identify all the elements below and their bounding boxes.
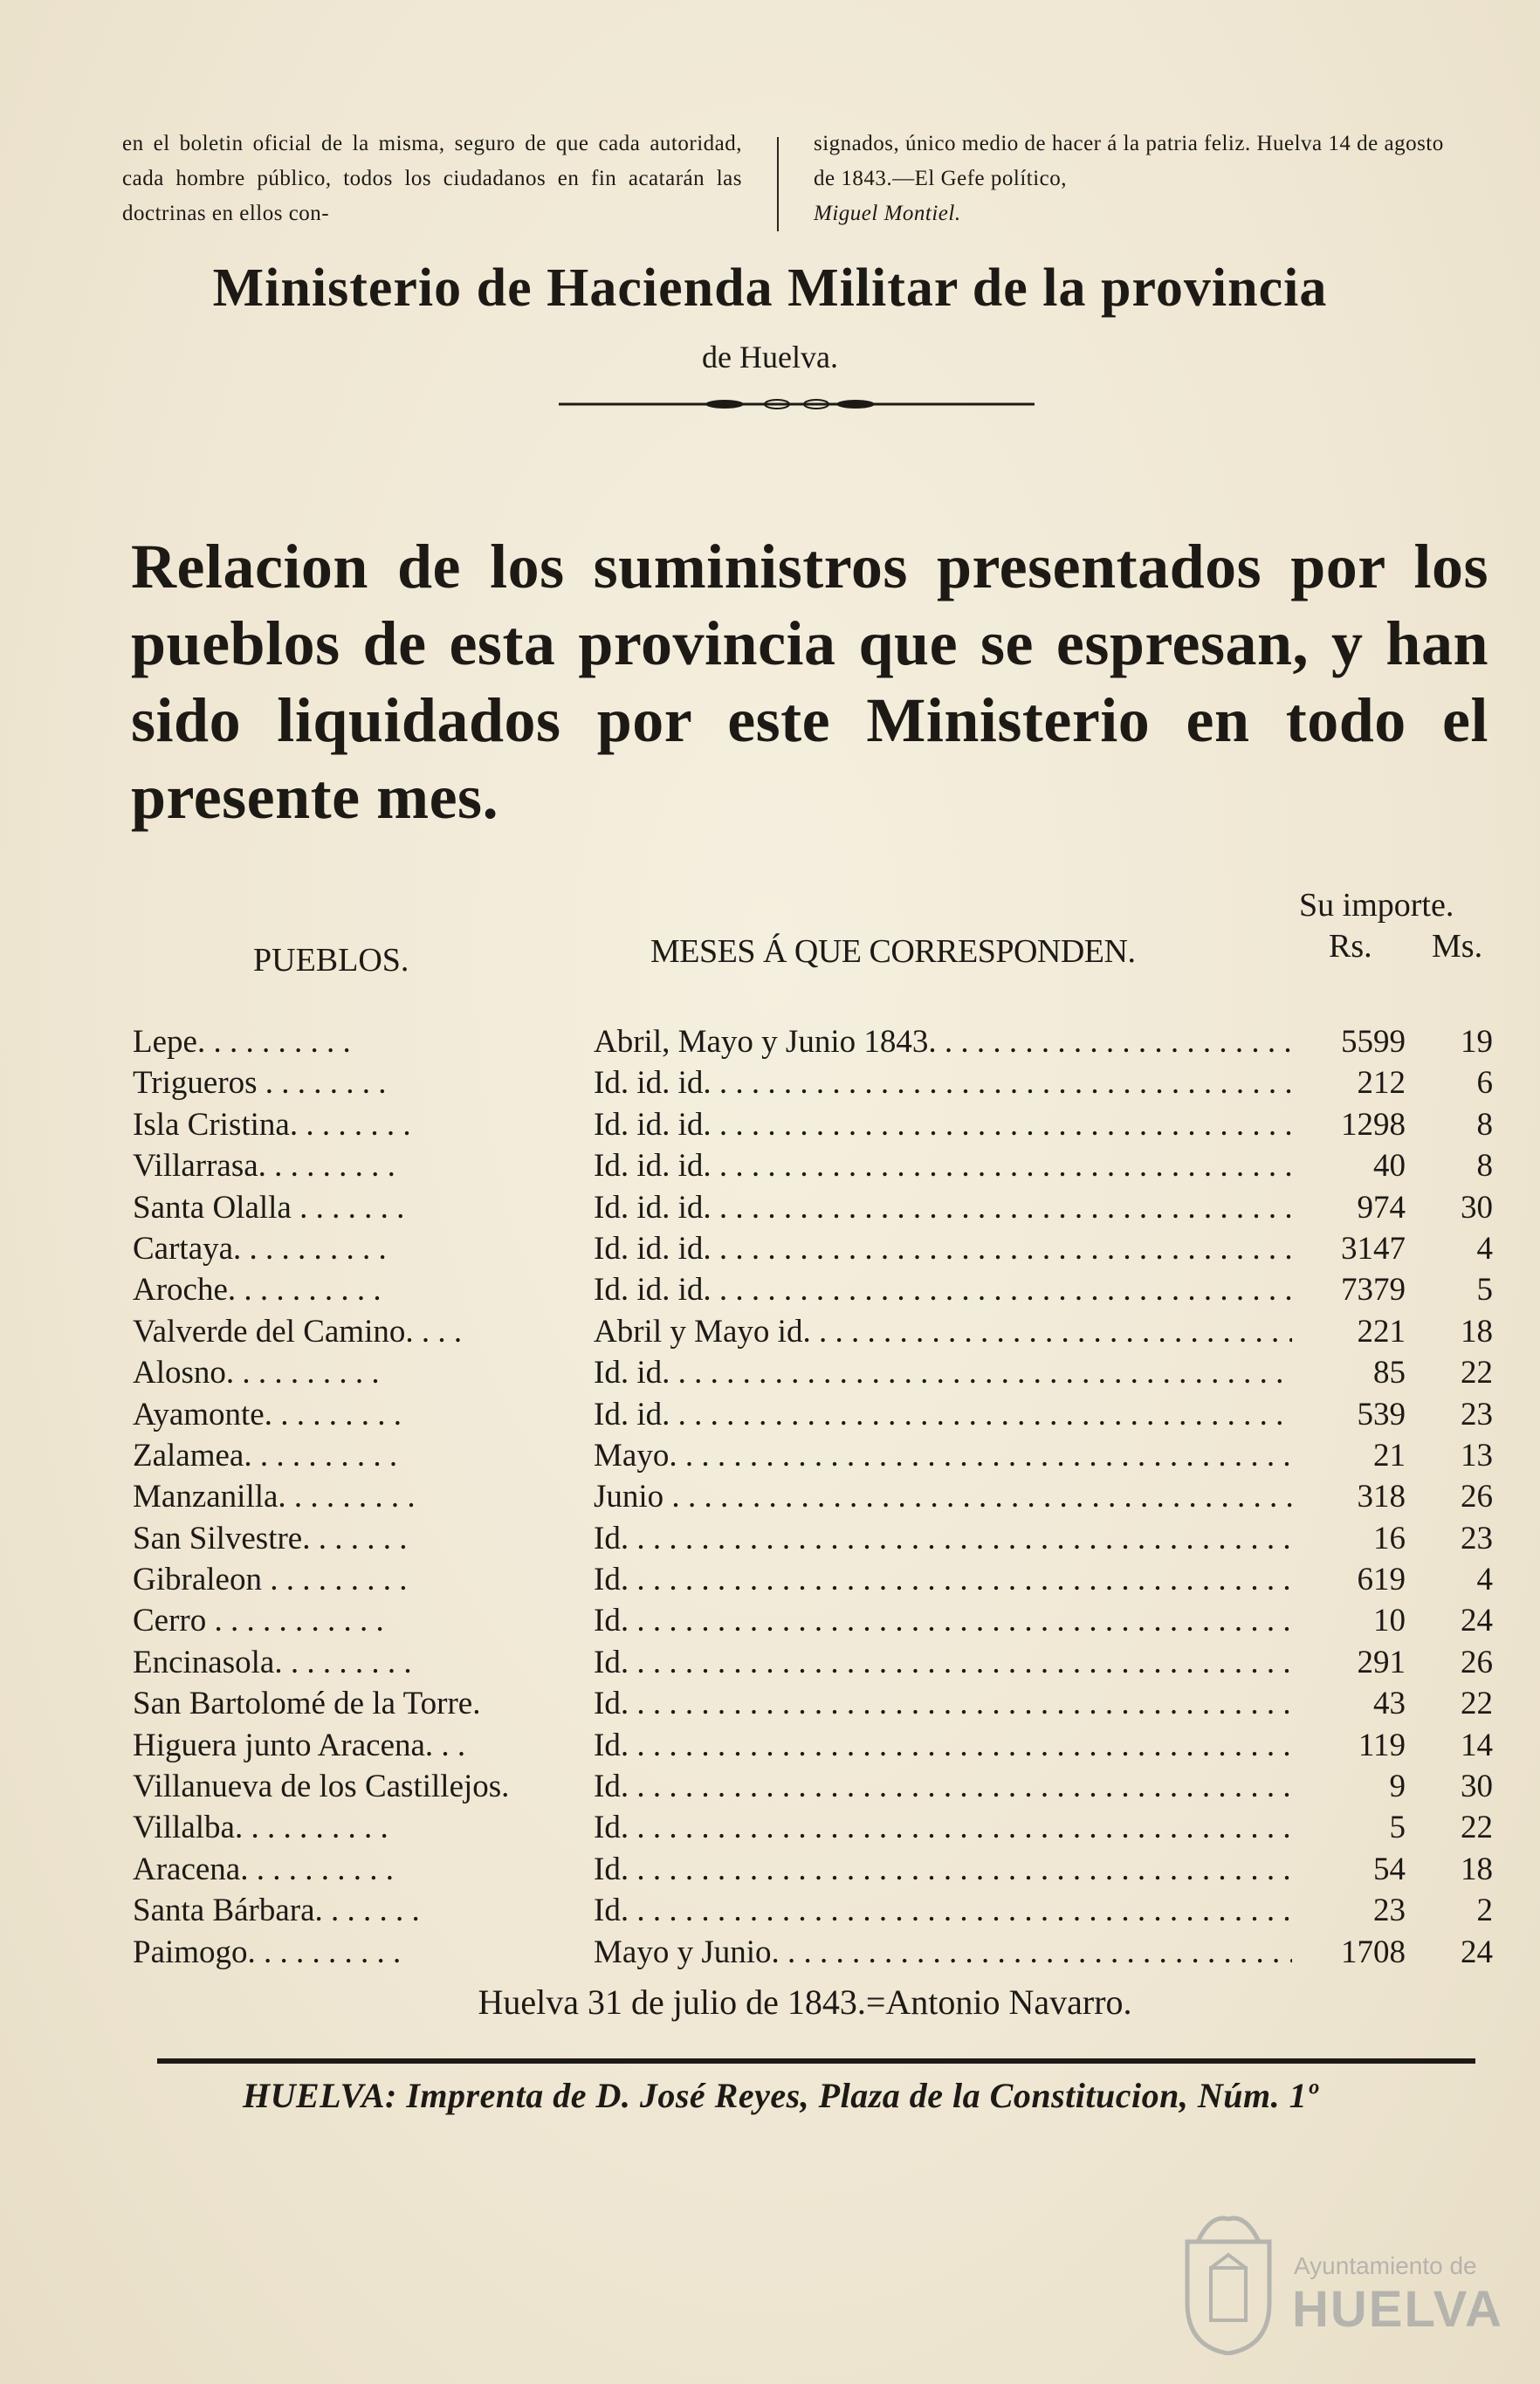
town-name: Santa Olalla . . . . . . . (133, 1189, 405, 1226)
months-cell: Mayo y Junio. . . . (594, 1934, 1292, 1971)
town-name: Higuera junto Aracena. . . (133, 1727, 466, 1763)
town-name: Isla Cristina. . . . . . . . (133, 1106, 411, 1143)
table-row (0, 1561, 1540, 1602)
maravedis-value: 18 (1461, 1851, 1493, 1887)
reales-value: 5599 (1341, 1024, 1406, 1060)
maravedis-value: 18 (1461, 1313, 1493, 1350)
months-cell: Id. . . . (594, 1851, 1292, 1888)
reales-value: 539 (1357, 1396, 1406, 1432)
reales-value: 9 (1389, 1769, 1406, 1805)
maravedis-value: 14 (1461, 1727, 1493, 1763)
town-name: Santa Bárbara. . . . . . . (133, 1893, 420, 1929)
watermark-name: HUELVA (1292, 2281, 1503, 2338)
months-cell: Junio . . . . (594, 1478, 1292, 1515)
table-row (0, 1851, 1540, 1892)
reales-value: 16 (1373, 1520, 1406, 1556)
table-row (0, 1396, 1540, 1437)
town-name: Alosno. . . . . . . . . . (133, 1355, 380, 1391)
town-name: Zalamea. . . . . . . . . . (133, 1437, 398, 1474)
town-name: San Silvestre. . . . . . . (133, 1520, 408, 1556)
months-cell: Id. id. id. . . . (594, 1147, 1292, 1185)
town-name: Trigueros . . . . . . . . (133, 1065, 387, 1102)
months-cell: Id. id. id. . . . (594, 1064, 1292, 1102)
maravedis-value: 6 (1476, 1065, 1493, 1102)
reales-value: 21 (1373, 1437, 1406, 1474)
maravedis-value: 26 (1461, 1644, 1493, 1680)
table-row (0, 1354, 1540, 1395)
maravedis-value: 5 (1476, 1272, 1493, 1309)
reales-value: 1298 (1341, 1106, 1406, 1143)
months-cell: Id. . . . (594, 1602, 1292, 1639)
town-name: Villalba. . . . . . . . . . (133, 1810, 388, 1846)
reales-value: 1708 (1341, 1934, 1406, 1970)
town-name: Paimogo. . . . . . . . . . (133, 1934, 402, 1970)
table-row (0, 1602, 1540, 1643)
months-cell: Id. id. id. . . . (594, 1106, 1292, 1144)
town-name: San Bartolomé de la Torre. (133, 1686, 481, 1722)
reales-value: 974 (1357, 1189, 1406, 1226)
table-row (0, 1685, 1540, 1726)
maravedis-value: 22 (1461, 1355, 1493, 1391)
table-row (0, 1064, 1540, 1105)
town-name: Lepe. . . . . . . . . . (133, 1024, 351, 1060)
table-row (0, 1230, 1540, 1271)
table-row (0, 1271, 1540, 1312)
town-name: Valverde del Camino. . . . (133, 1313, 463, 1350)
reales-value: 291 (1357, 1644, 1406, 1680)
printer-imprint: HUELVA: Imprenta de D. José Reyes, Plaza de la Constitucion, Núm. 1º (243, 2076, 1318, 2115)
reales-value: 318 (1357, 1479, 1406, 1515)
column-header-maravedis: Ms. (1432, 928, 1483, 965)
maravedis-value: 23 (1461, 1396, 1493, 1432)
table-row (0, 1147, 1540, 1188)
months-cell: Abril, Mayo y Junio 1843. . . . (594, 1023, 1292, 1061)
table-row (0, 1644, 1540, 1685)
column-divider (777, 137, 779, 231)
maravedis-value: 24 (1461, 1934, 1493, 1970)
maravedis-value: 8 (1476, 1148, 1493, 1185)
ministry-title: Ministerio de Hacienda Militar de la provincia (212, 258, 1328, 318)
months-cell: Id. id. id. . . . (594, 1230, 1292, 1268)
table-row (0, 1189, 1540, 1230)
maravedis-value: 2 (1476, 1893, 1493, 1929)
reales-value: 7379 (1341, 1272, 1406, 1309)
footer-rule (157, 2058, 1475, 2064)
town-name: Cerro . . . . . . . . . . . (133, 1603, 384, 1639)
maravedis-value: 4 (1476, 1562, 1493, 1598)
reales-value: 619 (1357, 1562, 1406, 1598)
maravedis-value: 26 (1461, 1479, 1493, 1515)
maravedis-value: 24 (1461, 1603, 1493, 1639)
column-header-amount: Su importe. (1299, 887, 1454, 924)
months-cell: Id. id. . . . (594, 1354, 1292, 1391)
intro-right-text: signados, único medio de hacer á la patria feliz. Huelva 14 de agosto de 1843.—El Gefe político, (814, 132, 1444, 190)
table-row (0, 1768, 1540, 1809)
months-cell: Id. . . . (594, 1892, 1292, 1929)
column-header-towns: PUEBLOS. (253, 942, 409, 979)
coat-of-arms-icon (1180, 2207, 1276, 2355)
town-name: Encinasola. . . . . . . . . (133, 1644, 412, 1680)
table-row (0, 1809, 1540, 1850)
town-name: Villanueva de los Castillejos. (133, 1769, 510, 1805)
intro-signer: Miguel Montiel. (814, 202, 961, 225)
reales-value: 10 (1373, 1603, 1406, 1639)
watermark-label: Ayuntamiento de (1294, 2252, 1477, 2279)
town-name: Aracena. . . . . . . . . . (133, 1851, 394, 1887)
relation-title: Relacion de los suministros presentados por los pueblos de esta provincia que se espresan, y han sido liquidados por este Ministerio en todo el presente mes. (131, 532, 1488, 832)
maravedis-value: 23 (1461, 1520, 1493, 1556)
reales-value: 40 (1373, 1148, 1406, 1185)
intro-text (122, 127, 1484, 236)
table-row (0, 1106, 1540, 1147)
reales-value: 23 (1373, 1893, 1406, 1929)
table-row (0, 1520, 1540, 1561)
ornamental-rule (559, 398, 1035, 410)
reales-value: 85 (1373, 1355, 1406, 1391)
intro-right-column (796, 127, 1460, 236)
table-row (0, 1727, 1540, 1768)
months-cell: Id. . . . (594, 1768, 1292, 1805)
table-row (0, 1023, 1540, 1064)
months-cell: Abril y Mayo id. . . . (594, 1313, 1292, 1350)
maravedis-value: 13 (1461, 1437, 1493, 1474)
table-row (0, 1437, 1540, 1478)
supplies-table (0, 1023, 1540, 1975)
reales-value: 5 (1389, 1810, 1406, 1846)
maravedis-value: 30 (1461, 1189, 1493, 1226)
months-cell: Id. . . . (594, 1561, 1292, 1598)
table-row (0, 1934, 1540, 1975)
city-council-watermark (1180, 2207, 1503, 2355)
reales-value: 3147 (1341, 1230, 1406, 1267)
months-cell: Mayo. . . . (594, 1437, 1292, 1474)
reales-value: 212 (1357, 1065, 1406, 1102)
closing-signature: Huelva 31 de julio de 1843.=Antonio Navarro. (478, 1982, 1132, 2022)
reales-value: 119 (1358, 1727, 1406, 1763)
town-name: Gibraleon . . . . . . . . . (133, 1562, 408, 1598)
maravedis-value: 30 (1461, 1769, 1493, 1805)
maravedis-value: 19 (1461, 1024, 1493, 1060)
months-cell: Id. . . . (594, 1685, 1292, 1722)
months-cell: Id. id. . . . (594, 1396, 1292, 1433)
town-name: Manzanilla. . . . . . . . . (133, 1479, 416, 1515)
maravedis-value: 22 (1461, 1686, 1493, 1722)
town-name: Villarrasa. . . . . . . . . (133, 1148, 395, 1185)
months-cell: Id. id. id. . . . (594, 1271, 1292, 1309)
town-name: Cartaya. . . . . . . . . . (133, 1230, 387, 1267)
table-row (0, 1478, 1540, 1519)
months-cell: Id. . . . (594, 1520, 1292, 1557)
months-cell: Id. . . . (594, 1644, 1292, 1681)
maravedis-value: 4 (1476, 1230, 1493, 1267)
reales-value: 54 (1373, 1851, 1406, 1887)
maravedis-value: 22 (1461, 1810, 1493, 1846)
reales-value: 43 (1373, 1686, 1406, 1722)
table-row (0, 1892, 1540, 1933)
table-row (0, 1313, 1540, 1354)
town-name: Aroche. . . . . . . . . . (133, 1272, 382, 1309)
maravedis-value: 8 (1476, 1106, 1493, 1143)
ministry-subtitle: de Huelva. (702, 340, 838, 374)
column-header-months: MESES Á QUE CORRESPONDEN. (650, 933, 1136, 970)
months-cell: Id. . . . (594, 1727, 1292, 1764)
column-header-reales: Rs. (1329, 928, 1372, 965)
reales-value: 221 (1357, 1313, 1406, 1350)
town-name: Ayamonte. . . . . . . . . (133, 1396, 402, 1432)
months-cell: Id. . . . (594, 1809, 1292, 1846)
intro-left-column: en el boletin oficial de la misma, seguro de que cada autoridad, cada hombre público, todos los ciudadanos en fin acatarán las doctrinas en ellos con- (122, 132, 742, 225)
months-cell: Id. id. id. . . . (594, 1189, 1292, 1226)
